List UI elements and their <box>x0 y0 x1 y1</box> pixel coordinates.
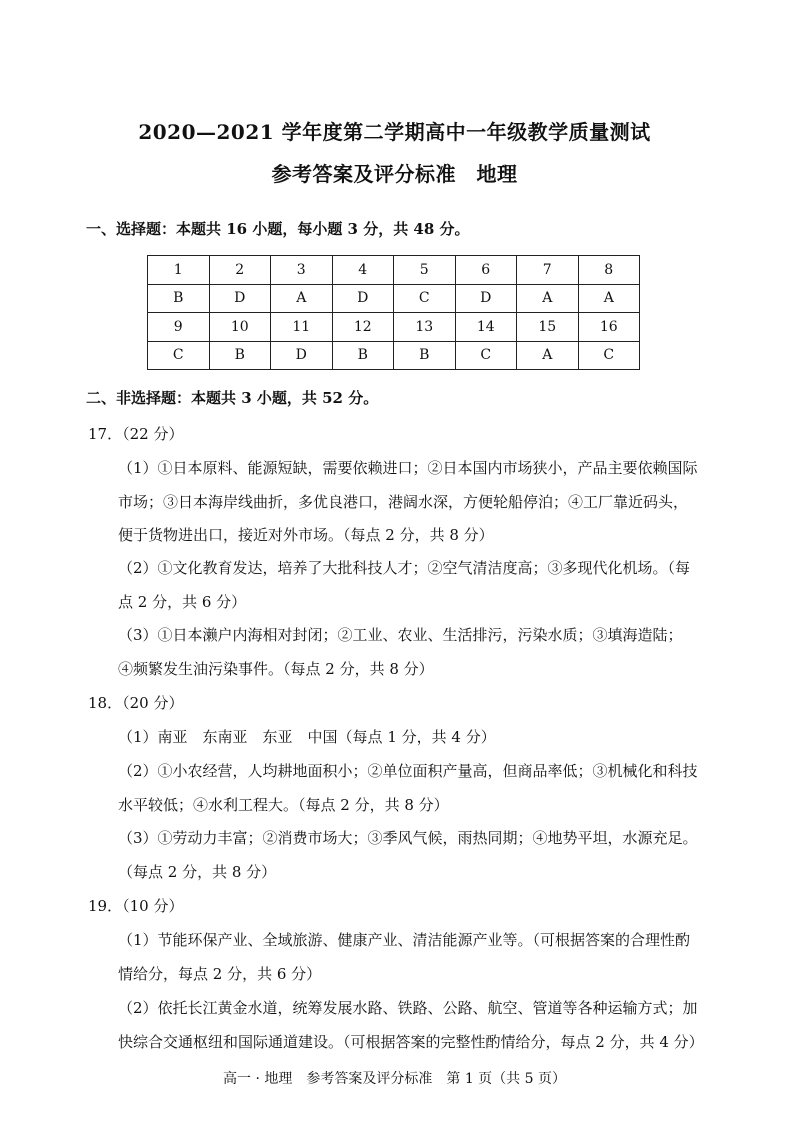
q18-p2-line1: （2）①小农经营，人均耕地面积小；②单位面积产量高，但商品率低；③机械化和科技 <box>118 762 698 780</box>
page-subtitle: 参考答案及评分标准 地理 <box>271 162 518 186</box>
table-row <box>148 341 640 370</box>
table-cell: C <box>578 341 640 370</box>
q17-header: 17．（22 分） <box>88 425 184 443</box>
table-cell: 3 <box>271 256 333 285</box>
table-row <box>148 313 640 342</box>
q17-p3-line2: ④频繁发生油污染事件。（每点 2 分，共 8 分） <box>118 660 434 678</box>
table-cell: B <box>148 284 210 313</box>
table-cell: 15 <box>517 313 579 342</box>
q18-p3-line1: （3）①劳动力丰富；②消费市场大；③季风气候，雨热同期；④地势平坦，水源充足。 <box>118 829 698 847</box>
table-cell: C <box>455 341 517 370</box>
table-cell: D <box>271 341 333 370</box>
table-cell: B <box>209 341 271 370</box>
section2-heading: 二、非选择题：本题共 3 小题，共 52 分。 <box>86 389 379 407</box>
table-cell: 9 <box>148 313 210 342</box>
table-row <box>148 256 640 285</box>
table-cell: 2 <box>209 256 271 285</box>
table-cell: A <box>517 284 579 313</box>
table-cell: B <box>394 341 456 370</box>
q17-p2-line1: （2）①文化教育发达，培养了大批科技人才；②空气清洁度高；③多现代化机场。（每 <box>118 559 691 577</box>
table-cell: 13 <box>394 313 456 342</box>
table-cell: C <box>394 284 456 313</box>
table-cell: 10 <box>209 313 271 342</box>
q17-p1-line1: （1）①日本原料、能源短缺，需要依赖进口；②日本国内市场狭小，产品主要依赖国际 <box>118 459 698 477</box>
table-cell: 16 <box>578 313 640 342</box>
q18-header: 18．（20 分） <box>88 694 184 712</box>
q19-p2-line2: 快综合交通枢纽和国际通道建设。（可根据答案的完整性酌情给分，每点 2 分，共 4 分） <box>118 1033 704 1051</box>
q17-p1-line2: 市场；③日本海岸线曲折，多优良港口，港阔水深，方便轮船停泊；④工厂靠近码头， <box>118 493 689 511</box>
table-cell: B <box>332 341 394 370</box>
table-cell: 5 <box>394 256 456 285</box>
q19-p1-line2: 情给分，每点 2 分，共 6 分） <box>118 965 322 983</box>
q19-p2-line1: （2）依托长江黄金水道，统筹发展水路、铁路、公路、航空、管道等各种运输方式；加 <box>118 999 698 1017</box>
table-cell: 8 <box>578 256 640 285</box>
answer-table <box>147 255 640 370</box>
table-cell: 4 <box>332 256 394 285</box>
table-cell: A <box>578 284 640 313</box>
page-title: 2020—2021 学年度第二学期高中一年级教学质量测试 <box>138 120 651 144</box>
table-cell: A <box>517 341 579 370</box>
table-cell: 6 <box>455 256 517 285</box>
table-cell: D <box>455 284 517 313</box>
q18-p2-line2: 水平较低；④水利工程大。（每点 2 分，共 8 分） <box>118 796 449 814</box>
table-cell: 11 <box>271 313 333 342</box>
table-cell: 14 <box>455 313 517 342</box>
q19-header: 19．（10 分） <box>88 897 184 915</box>
table-cell: 1 <box>148 256 210 285</box>
q18-p1-line1: （1）南亚 东南亚 东亚 中国（每点 1 分，共 4 分） <box>118 728 496 746</box>
q17-p2-line2: 点 2 分，共 6 分） <box>118 593 247 611</box>
table-cell: C <box>148 341 210 370</box>
q17-p3-line1: （3）①日本濑户内海相对封闭；②工业、农业、生活排污，污染水质；③填海造陆； <box>118 626 683 644</box>
table-cell: A <box>271 284 333 313</box>
q19-p1-line1: （1）节能环保产业、全域旅游、健康产业、清洁能源产业等。（可根据答案的合理性酌 <box>118 931 691 949</box>
table-cell: 7 <box>517 256 579 285</box>
table-cell: D <box>209 284 271 313</box>
q17-p1-line3: 便于货物进出口，接近对外市场。（每点 2 分，共 8 分） <box>118 526 494 544</box>
q18-p3-line2: （每点 2 分，共 8 分） <box>118 863 277 881</box>
table-row <box>148 284 640 313</box>
table-cell: D <box>332 284 394 313</box>
section1-heading: 一、选择题：本题共 16 小题，每小题 3 分，共 48 分。 <box>86 220 470 238</box>
table-cell: 12 <box>332 313 394 342</box>
page-footer: 高一 · 地理 参考答案及评分标准 第 1 页（共 5 页） <box>223 1071 566 1087</box>
